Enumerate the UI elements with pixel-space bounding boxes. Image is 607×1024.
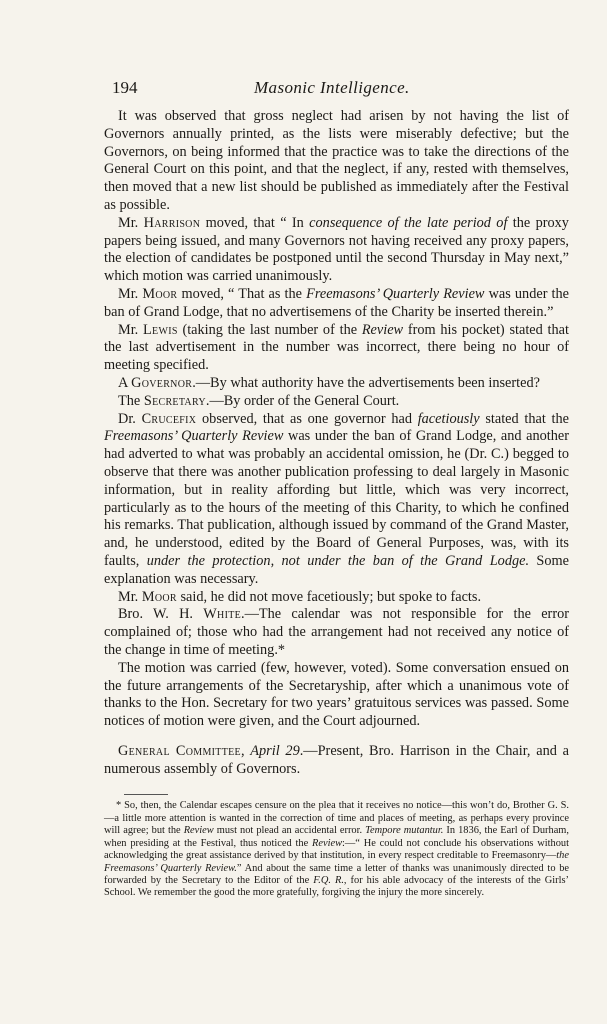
text-run: observed, that as one governor had — [196, 410, 418, 427]
text-run: Bro. W. H. — [118, 606, 204, 623]
italic-text: Freemasons’ Quarterly Review — [104, 428, 284, 445]
speaker-name: Crucefix — [141, 410, 197, 427]
speaker-name: Harrison — [143, 214, 201, 231]
speaker-name: Moor — [141, 588, 177, 605]
speaker-name: Governor — [131, 374, 193, 391]
speaker-name: Moor — [142, 285, 178, 302]
text-run: stated that the — [479, 410, 569, 427]
text-run: The motion was carried (few, however, voted). Some conversation ensued on the future arrangements of the Secretaryship, after which a unanimous vote of thanks to the Hon. Secretary for two years’ gratuitous services was passed. Some notices of motion were given, and the Court adjourned. — [104, 659, 569, 730]
text-run: .—Present, Bro. Harrison in the Chair, and a numerous assembly of Governors. — [104, 742, 569, 777]
italic-text: Freemasons’ Quarterly Review — [306, 285, 485, 302]
paragraph — [104, 322, 569, 375]
text-run: Mr. — [118, 588, 142, 605]
paragraph — [104, 286, 569, 322]
paragraph — [104, 108, 569, 215]
text-run: was under the ban of Grand Lodge, that no advertisemens of the Charity be inserted therein.” — [104, 285, 570, 320]
text-run: A — [118, 374, 132, 391]
article-body — [104, 108, 569, 778]
speaker-name: Secretary — [143, 392, 206, 409]
text-run: .—By order of the General Court. — [205, 392, 400, 409]
text-run: .—The calendar was not responsible for the error complained of; those who had the arrangement had not received any notice of the change in time of meeting.* — [104, 606, 569, 658]
italic-text: April 29 — [250, 742, 300, 759]
italic-text: F.Q. R. — [313, 874, 344, 886]
text-run: the proxy papers being issued, and many Governors not having received any proxy papers, the election of candidates be postponed until the second Thursday in May next,” which motion was carried unanimously. — [104, 214, 569, 285]
paragraph — [104, 606, 569, 659]
text-run: In 1836, the Earl of Durham, when presiding at the Festival, thus noticed the — [104, 825, 569, 849]
italic-text: the Freemasons’ Quarterly Review. — [104, 850, 569, 874]
footnote — [104, 800, 569, 899]
text-run: :—“ He could not conclude his observations without acknowledging the great assistance derived by that institution, in every respect creditable to Freemasonry— — [104, 837, 570, 862]
text-run: Mr. — [118, 285, 143, 302]
running-head — [104, 78, 569, 102]
speaker-name: White — [203, 606, 242, 623]
paragraph — [104, 375, 569, 393]
text-run: , for his able advocacy of the interests of the Girls’ School. We remember the good the more gratefully, forgiving the injury the more sincerely. — [104, 874, 570, 899]
text-run: Mr. — [118, 321, 144, 338]
text-run: , — [240, 742, 251, 759]
paragraph — [104, 743, 569, 779]
speaker-name: Lewis — [143, 321, 178, 338]
paragraph — [104, 660, 569, 731]
paragraph — [104, 589, 569, 607]
italic-text: Tempore mutantur. — [365, 825, 444, 837]
text-run: .—By what authority have the advertisements been inserted? — [192, 374, 540, 391]
speaker-name: General Committee — [118, 742, 241, 759]
italic-text: Review — [183, 825, 214, 837]
text-run: Mr. — [118, 214, 144, 231]
italic-text: facetiously — [417, 410, 480, 427]
running-title: Masonic Intelligence. — [254, 78, 410, 97]
text-run: The — [118, 392, 144, 409]
text-run: * So, then, the Calendar escapes censure on the plea that it receives no notice—this won’t do, Brother G. S.—a little more attention is wanted in the correction of time and places of meeting, as perhaps every province will agree; but the — [104, 800, 569, 837]
text-run: said, he did not move facetiously; but spoke to facts. — [176, 588, 482, 605]
text-run: Dr. — [118, 410, 142, 427]
text-run: It was observed that gross neglect had arisen by not having the list of Governors annually printed, as the lists were miserably defective; but the Governors, on being informed that the practice was to take the directions of the General Court on this point, and that the neglect, if any, rested with themselves, then moved that a new list should be published as immediately after the Festival as possible. — [104, 108, 569, 213]
italic-text: Review — [361, 321, 404, 338]
text-run: Some explanation was necessary. — [104, 552, 569, 587]
italic-text: Review — [312, 837, 343, 849]
text-run: (taking the last number of the — [177, 321, 362, 338]
paragraph — [104, 411, 569, 589]
text-run: moved, that “ In — [200, 214, 310, 231]
text-run: moved, “ That as the — [177, 285, 307, 302]
text-run: was under the ban of Grand Lodge, and another had adverted to what was probably an accidental omission, he (Dr. C.) begged to observe that there was another publication professing to deal largely in Masonic information, but in reality affording but little, which was very incorrect, particularly as to the hours of the meeting of this Charity, to which he confined his remarks. That publication, although issued by command of the Grand Master, and, he understood, edited by the Board of General Purposes, was, with its faults, — [104, 428, 569, 569]
page-number: 194 — [112, 78, 138, 97]
paragraph — [104, 215, 569, 286]
italic-text: under the protection, not under the ban of the Grand Lodge. — [146, 552, 530, 569]
footnote-rule — [124, 794, 168, 795]
text-run: from his pocket) stated that the last advertisement in the number was incorrect, there being no hour of meeting specified. — [104, 321, 569, 374]
text-run: must not plead an accidental error. — [213, 825, 366, 837]
paragraph — [104, 393, 569, 411]
italic-text: consequence of the late period of — [309, 214, 508, 231]
text-run: ” And about the same time a letter of thanks was unanimously directed to be forwarded by the Secretary to the Editor of the — [104, 862, 570, 886]
